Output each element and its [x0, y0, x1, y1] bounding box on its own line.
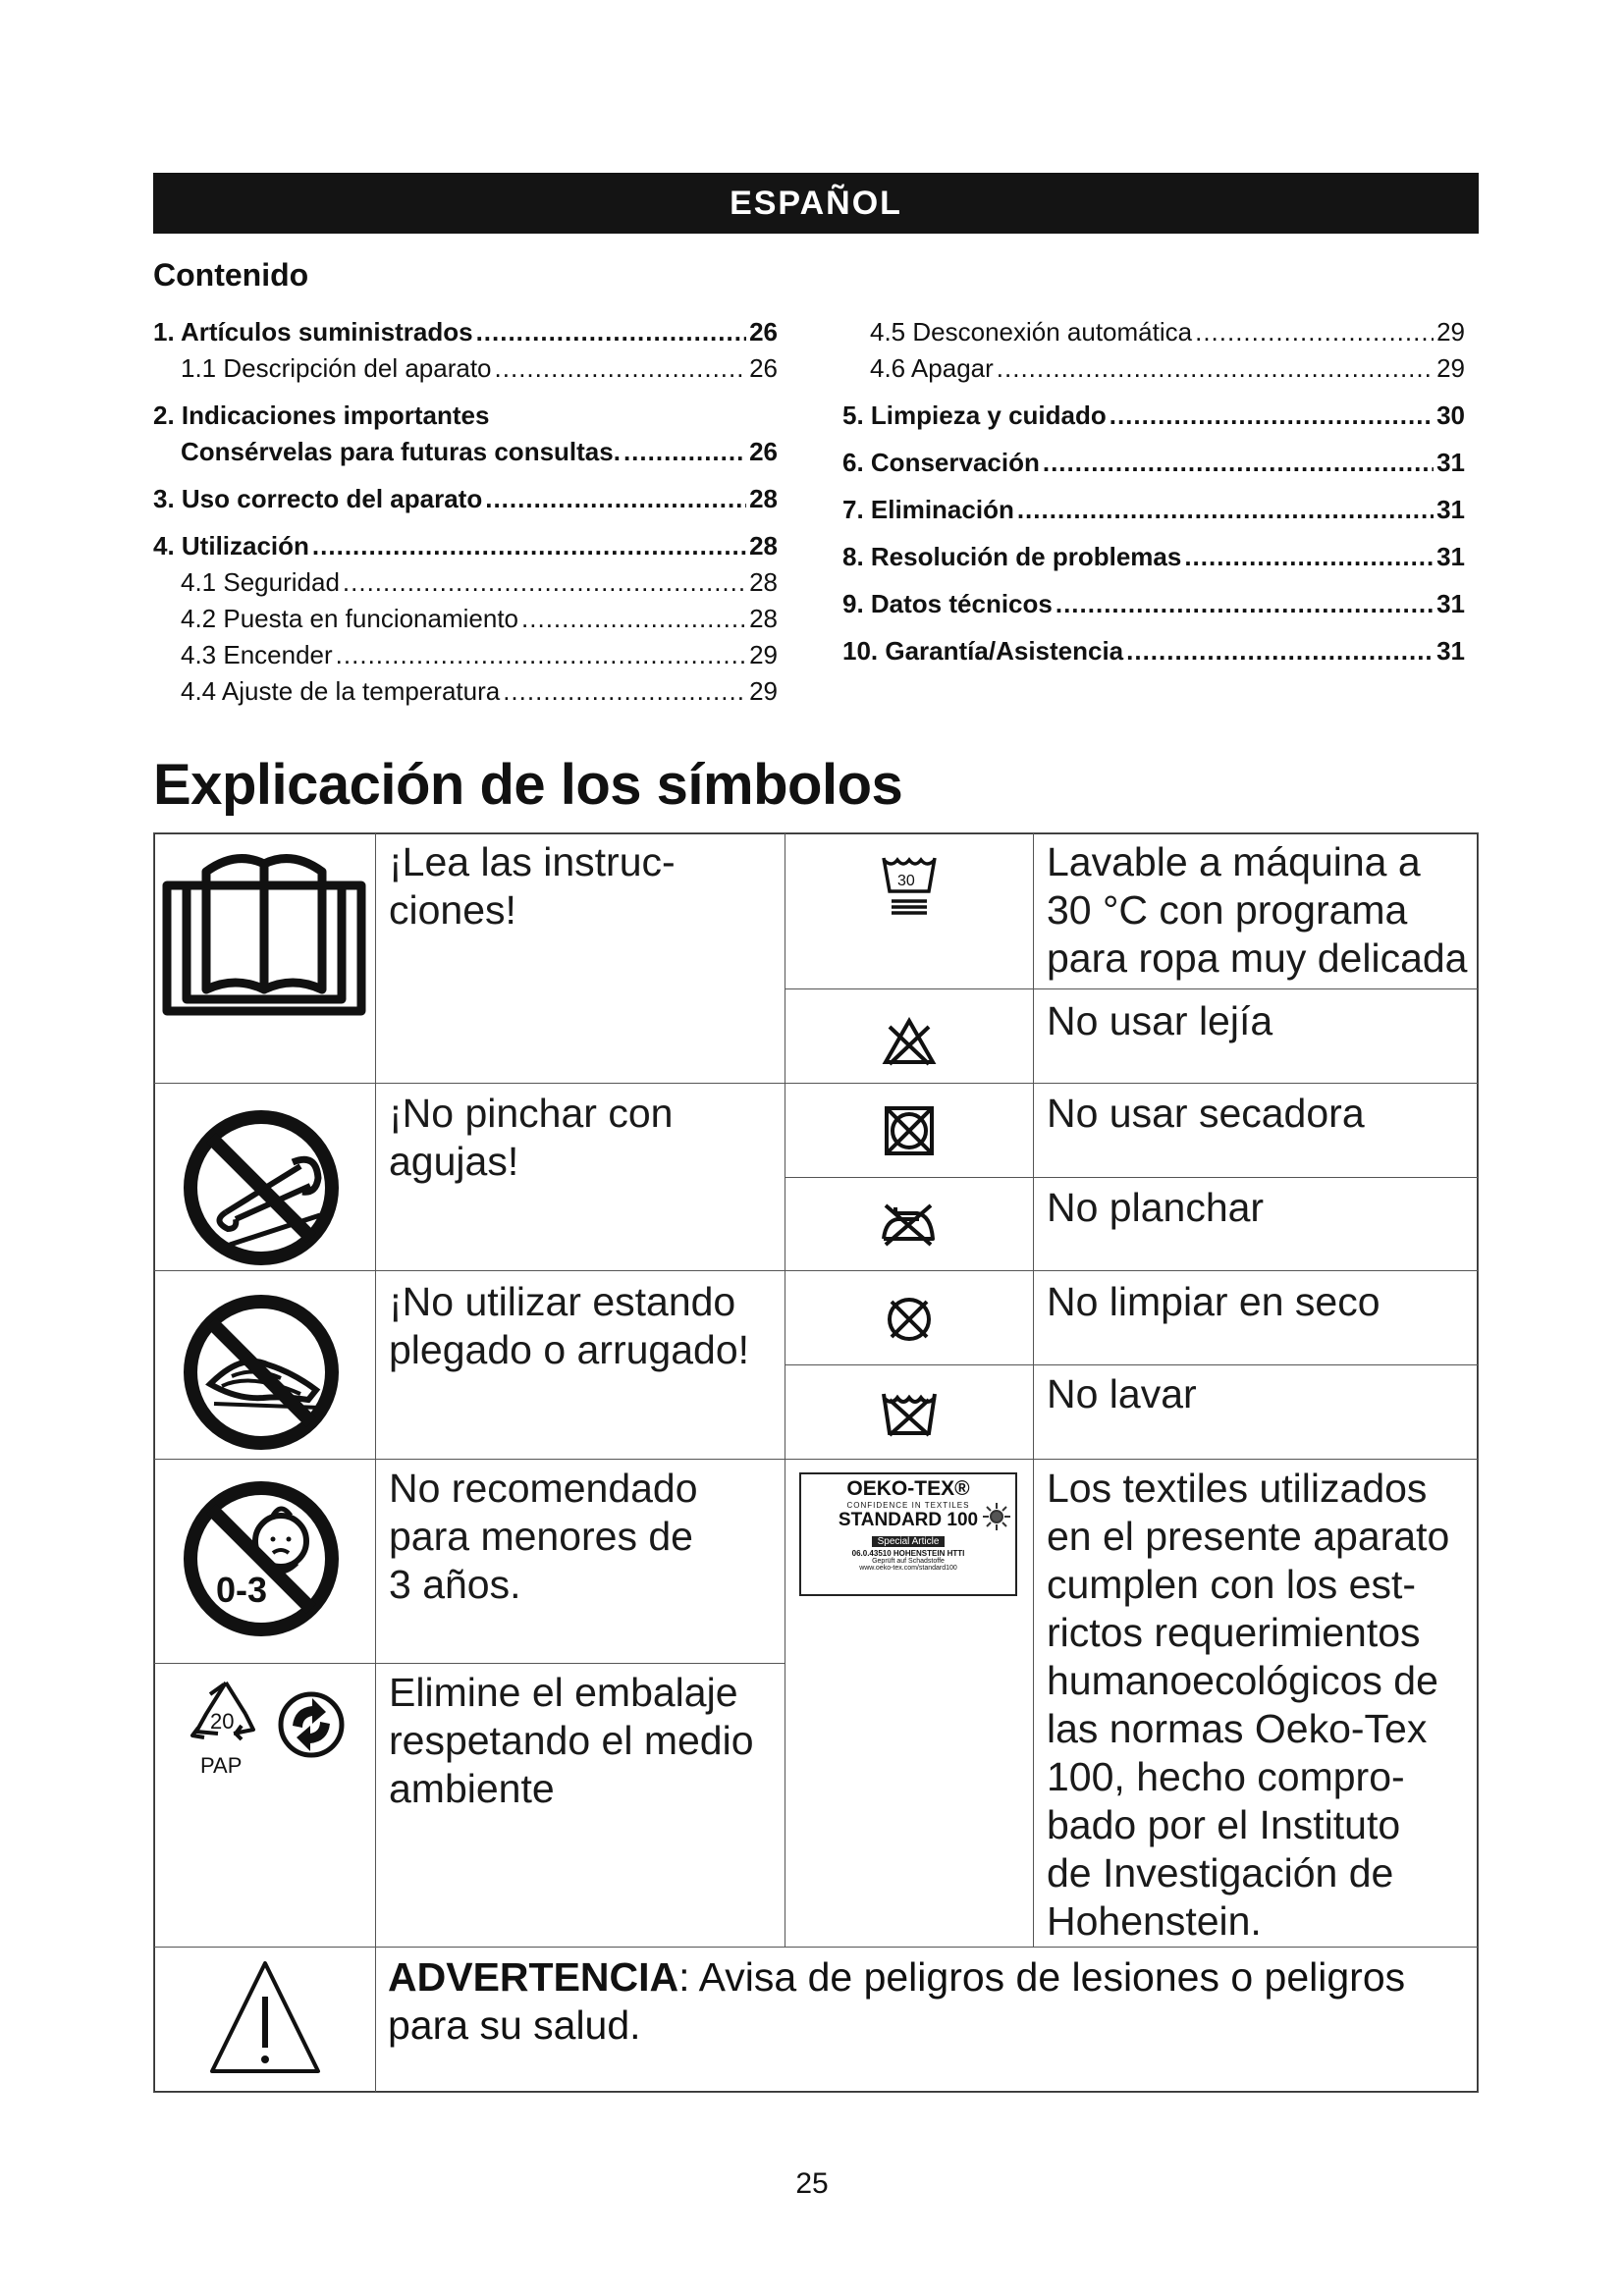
toc-leader-dots	[521, 601, 746, 637]
toc-entry	[842, 398, 1465, 434]
no-bleach-icon	[882, 1017, 937, 1068]
toc-leader-dots	[1017, 492, 1434, 528]
warning-keyword: ADVERTENCIA	[388, 1954, 679, 2000]
age-text: No recomendado para menores de 3 años.	[389, 1466, 698, 1607]
toc-leader-dots	[623, 434, 746, 470]
no-folding-text: ¡No utilizar estando plegado o arrugado!	[389, 1279, 750, 1372]
toc-entry	[153, 434, 778, 470]
toc-entry	[153, 601, 778, 637]
toc-entry-label: 10. Garantía/Asistencia	[842, 636, 1124, 666]
toc-entry-page: 30	[1436, 400, 1465, 430]
oeko-standard: STANDARD 100	[838, 1510, 979, 1530]
page-number: 25	[795, 2167, 829, 2200]
green-dot-icon	[277, 1690, 346, 1759]
language-banner: ESPAÑOL	[153, 173, 1479, 234]
wash-temp-label: 30	[897, 873, 915, 889]
toc-entry-label: 4.2 Puesta en funcionamiento	[181, 604, 519, 633]
toc-entry-label: 4.5 Desconexión automática	[870, 317, 1193, 347]
oeko-url: www.oeko-tex.com/standard100	[859, 1565, 957, 1572]
toc-leader-dots	[336, 637, 746, 673]
toc-entry-page: 31	[1436, 495, 1465, 524]
toc-entry	[842, 492, 1465, 528]
recycle-number: 20	[210, 1709, 235, 1734]
warning-triangle-icon	[208, 1959, 322, 2077]
oeko-sun-icon	[982, 1502, 1011, 1531]
toc-entry-page: 31	[1436, 589, 1465, 618]
toc-entry-label: 1.1 Descripción del aparato	[181, 353, 492, 383]
age-restriction-icon	[183, 1480, 340, 1637]
toc-leader-dots	[495, 350, 747, 387]
toc-left-column	[153, 314, 778, 710]
toc-entry-page: 28	[749, 567, 778, 597]
toc-leader-dots	[1126, 633, 1434, 669]
dispose-text: Elimine el embalaje respetando el medio ambiente	[389, 1670, 754, 1811]
toc-entry-page: 31	[1436, 636, 1465, 666]
toc-leader-dots	[485, 481, 746, 517]
toc-entry-page: 29	[1436, 317, 1465, 347]
toc-entry-page: 31	[1436, 542, 1465, 571]
warning-text	[388, 1953, 1458, 2050]
toc-entry-label: 4. Utilización	[153, 531, 309, 561]
toc-right-column	[842, 314, 1465, 669]
toc-entry	[153, 528, 778, 564]
no-dry-clean-text: No limpiar en seco	[1047, 1279, 1380, 1324]
toc-entry-label: 5. Limpieza y cuidado	[842, 400, 1107, 430]
no-dryer-text: No usar secadora	[1047, 1091, 1365, 1136]
no-dry-clean-icon	[884, 1294, 935, 1345]
toc-entry-page: 28	[749, 531, 778, 561]
toc-entry-page: 28	[749, 604, 778, 633]
toc-entry	[842, 445, 1465, 481]
toc-entry	[842, 586, 1465, 622]
toc-entry	[842, 350, 1465, 387]
toc-entry-label: 3. Uso correcto del aparato	[153, 484, 483, 513]
toc-entry	[153, 481, 778, 517]
toc-entry-label: 4.4 Ajuste de la temperatura	[181, 676, 501, 706]
toc-entry-label: 1. Artículos suministrados	[153, 317, 473, 347]
toc-leader-dots	[476, 314, 747, 350]
toc-entry-label: 2. Indicaciones importantes	[153, 400, 490, 430]
toc-entry	[153, 350, 778, 387]
symbols-heading: Explicación de los símbolos	[153, 753, 903, 817]
toc-leader-dots	[1195, 314, 1434, 350]
wash-30-delicate-icon	[882, 854, 937, 915]
read-instructions-text: ¡Lea las instruc- ciones!	[389, 839, 676, 933]
age-label: 0-3	[216, 1570, 268, 1610]
toc-entry	[842, 314, 1465, 350]
no-wash-icon	[880, 1388, 939, 1439]
wash30-text: Lavable a máquina a 30 °C con programa para ropa muy delicada	[1047, 839, 1468, 981]
toc-entry-page: 29	[1436, 353, 1465, 383]
no-ironing-icon	[878, 1200, 939, 1249]
toc-entry-page: 29	[749, 676, 778, 706]
toc-entry	[153, 314, 778, 350]
toc-entry-page: 26	[749, 317, 778, 347]
toc-entry-label: 9. Datos técnicos	[842, 589, 1053, 618]
no-iron-text: No planchar	[1047, 1185, 1265, 1230]
toc-entry	[153, 398, 778, 434]
no-bleach-text: No usar lejía	[1047, 998, 1273, 1043]
oeko-tagline: CONFIDENCE IN TEXTILES	[846, 1501, 970, 1510]
no-folding-icon	[183, 1294, 340, 1451]
toc-leader-dots	[1043, 445, 1434, 481]
toc-entry	[842, 539, 1465, 575]
oeko-number: 06.0.43510 HOHENSTEIN HTTI	[851, 1549, 965, 1558]
oeko-special: Special Article	[872, 1536, 946, 1547]
toc-leader-dots	[1184, 539, 1434, 575]
oeko-tex-text: Los textiles utilizados en el presente aparato cumplen con los est- rictos requerimientos humanoecológicos de las normas Oeko-Tex 100, hecho compro- bado por el Instituto de Investigación de Hohenstein.	[1047, 1466, 1450, 1944]
no-pins-icon	[183, 1109, 340, 1266]
no-tumble-dry-icon	[884, 1105, 935, 1156]
oeko-title: OEKO-TEX®	[846, 1477, 970, 1500]
toc-entry-label: 8. Resolución de problemas	[842, 542, 1182, 571]
no-wash-text: No lavar	[1047, 1371, 1197, 1416]
toc-entry-page: 29	[749, 640, 778, 669]
toc-entry	[153, 673, 778, 710]
recycle-code: PAP	[200, 1753, 243, 1778]
toc-leader-dots	[312, 528, 746, 564]
toc-entry-label: 6. Conservación	[842, 448, 1040, 477]
warning-body: : Avisa de peligros de lesiones o peligros para su salud.	[388, 1954, 1406, 2048]
toc-entry-label: 7. Eliminación	[842, 495, 1014, 524]
toc-entry-label: 4.1 Seguridad	[181, 567, 340, 597]
toc-leader-dots	[997, 350, 1434, 387]
oeko-tex-label	[799, 1472, 1017, 1596]
toc-entry	[842, 633, 1465, 669]
open-book-icon	[161, 842, 367, 1019]
toc-entry-label: Consérvelas para futuras consultas.	[181, 437, 621, 466]
toc-leader-dots	[343, 564, 746, 601]
toc-entry-page: 28	[749, 484, 778, 513]
toc-title: Contenido	[153, 257, 309, 293]
toc-leader-dots	[503, 673, 746, 710]
toc-entry	[153, 637, 778, 673]
toc-entry-page: 26	[749, 437, 778, 466]
toc-leader-dots	[1056, 586, 1434, 622]
no-pins-text: ¡No pinchar con agujas!	[389, 1091, 674, 1184]
toc-entry-page: 31	[1436, 448, 1465, 477]
toc-entry-label: 4.6 Apagar	[870, 353, 994, 383]
oeko-tested: Geprüft auf Schadstoffe	[872, 1558, 945, 1565]
toc-entry-label: 4.3 Encender	[181, 640, 333, 669]
toc-entry	[153, 564, 778, 601]
toc-leader-dots	[1110, 398, 1434, 434]
toc-entry-page: 26	[749, 353, 778, 383]
